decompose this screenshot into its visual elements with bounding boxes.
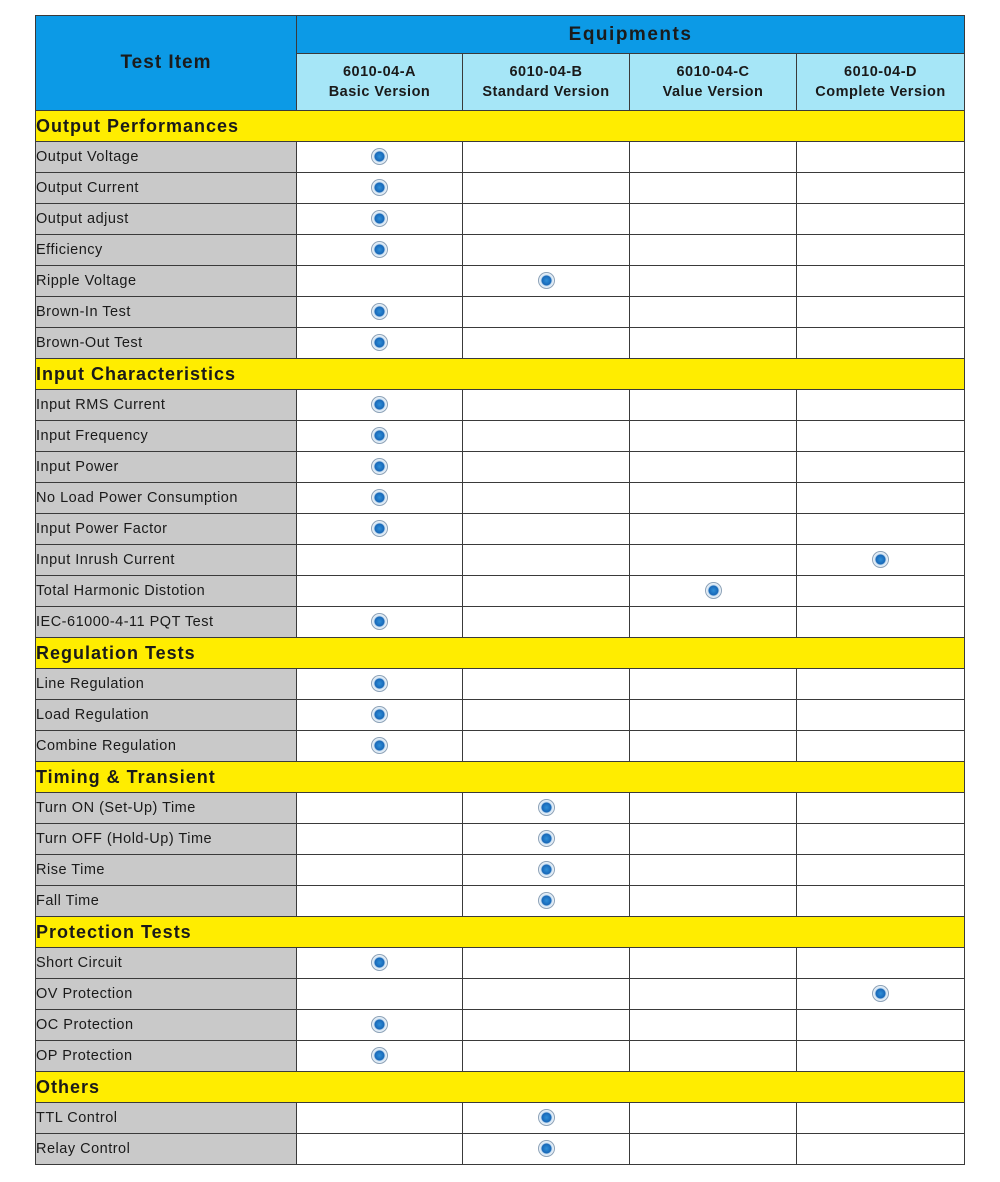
table-row [36, 390, 965, 421]
test-item-label: Efficiency [36, 235, 297, 266]
mark-cell [297, 328, 463, 359]
mark-cell [630, 979, 797, 1010]
mark-cell [463, 452, 630, 483]
mark-cell [797, 545, 965, 576]
mark-cell [797, 1010, 965, 1041]
mark-cell [630, 886, 797, 917]
mark-cell [463, 1010, 630, 1041]
mark-cell [630, 235, 797, 266]
test-item-label: Input Frequency [36, 421, 297, 452]
mark-cell [630, 855, 797, 886]
mark-cell [297, 1134, 463, 1165]
blue-dot-icon [371, 210, 388, 227]
mark-cell [630, 328, 797, 359]
mark-cell [797, 142, 965, 173]
mark-cell [797, 421, 965, 452]
mark-cell [463, 328, 630, 359]
mark-cell [463, 824, 630, 855]
mark-cell [297, 483, 463, 514]
mark-cell [797, 390, 965, 421]
blue-dot-icon [371, 458, 388, 475]
mark-cell [297, 1041, 463, 1072]
mark-cell [797, 297, 965, 328]
version-code: 6010-04-A [342, 64, 416, 80]
test-item-label: OP Protection [36, 1041, 297, 1072]
blue-dot-icon [705, 582, 722, 599]
table-row [36, 1103, 965, 1134]
table-row [36, 452, 965, 483]
mark-cell [797, 855, 965, 886]
version-name: Value Version [662, 84, 764, 100]
table-row [36, 607, 965, 638]
table-row [36, 948, 965, 979]
mark-cell [630, 576, 797, 607]
blue-dot-icon [538, 1140, 555, 1157]
mark-cell [463, 266, 630, 297]
mark-cell [297, 452, 463, 483]
mark-cell [797, 948, 965, 979]
blue-dot-icon [371, 396, 388, 413]
section-title: Protection Tests [36, 917, 965, 948]
mark-cell [797, 700, 965, 731]
test-item-label: Relay Control [36, 1134, 297, 1165]
blue-dot-icon [538, 1109, 555, 1126]
section-row [36, 1072, 965, 1103]
mark-cell [630, 1103, 797, 1134]
blue-dot-icon [371, 334, 388, 351]
test-item-label: Load Regulation [36, 700, 297, 731]
mark-cell [797, 669, 965, 700]
mark-cell [630, 607, 797, 638]
blue-dot-icon [371, 489, 388, 506]
test-item-label: Turn ON (Set-Up) Time [36, 793, 297, 824]
table-row [36, 824, 965, 855]
blue-dot-icon [538, 272, 555, 289]
mark-cell [463, 142, 630, 173]
mark-cell [297, 948, 463, 979]
section-row [36, 111, 965, 142]
mark-cell [630, 514, 797, 545]
mark-cell [463, 1041, 630, 1072]
version-code: 6010-04-D [844, 64, 918, 80]
mark-cell [297, 421, 463, 452]
mark-cell [630, 700, 797, 731]
mark-cell [797, 731, 965, 762]
mark-cell [463, 297, 630, 328]
mark-cell [797, 483, 965, 514]
mark-cell [463, 173, 630, 204]
table-row [36, 700, 965, 731]
test-item-header: Test Item [36, 16, 297, 111]
blue-dot-icon [872, 985, 889, 1002]
section-row [36, 359, 965, 390]
section-row [36, 917, 965, 948]
blue-dot-icon [371, 148, 388, 165]
blue-dot-icon [371, 1016, 388, 1033]
mark-cell [630, 266, 797, 297]
mark-cell [463, 793, 630, 824]
mark-cell [463, 948, 630, 979]
test-item-label: Input Power Factor [36, 514, 297, 545]
mark-cell [797, 1041, 965, 1072]
mark-cell [463, 1134, 630, 1165]
table-row [36, 514, 965, 545]
mark-cell [297, 297, 463, 328]
table-row [36, 886, 965, 917]
section-row [36, 762, 965, 793]
table-row [36, 173, 965, 204]
mark-cell [297, 793, 463, 824]
test-item-label: Output Current [36, 173, 297, 204]
mark-cell [297, 979, 463, 1010]
mark-cell [630, 483, 797, 514]
section-row [36, 638, 965, 669]
mark-cell [797, 824, 965, 855]
mark-cell [297, 235, 463, 266]
mark-cell [797, 266, 965, 297]
mark-cell [463, 204, 630, 235]
mark-cell [630, 204, 797, 235]
mark-cell [630, 390, 797, 421]
mark-cell [797, 328, 965, 359]
version-header-d [797, 54, 965, 111]
mark-cell [630, 1134, 797, 1165]
mark-cell [630, 142, 797, 173]
test-item-label: Brown-Out Test [36, 328, 297, 359]
test-item-label: Brown-In Test [36, 297, 297, 328]
mark-cell [463, 545, 630, 576]
test-item-label: No Load Power Consumption [36, 483, 297, 514]
table-row [36, 793, 965, 824]
mark-cell [630, 669, 797, 700]
blue-dot-icon [538, 799, 555, 816]
mark-cell [797, 979, 965, 1010]
mark-cell [797, 173, 965, 204]
mark-cell [297, 824, 463, 855]
table-row [36, 576, 965, 607]
mark-cell [630, 1041, 797, 1072]
mark-cell [297, 700, 463, 731]
mark-cell [297, 731, 463, 762]
mark-cell [463, 576, 630, 607]
test-item-label: Input Inrush Current [36, 545, 297, 576]
test-item-equipment-table [35, 15, 965, 1165]
table-row [36, 731, 965, 762]
blue-dot-icon [371, 303, 388, 320]
blue-dot-icon [538, 861, 555, 878]
mark-cell [297, 1103, 463, 1134]
blue-dot-icon [538, 892, 555, 909]
mark-cell [797, 514, 965, 545]
blue-dot-icon [872, 551, 889, 568]
blue-dot-icon [371, 520, 388, 537]
mark-cell [297, 173, 463, 204]
blue-dot-icon [371, 241, 388, 258]
blue-dot-icon [371, 737, 388, 754]
mark-cell [297, 390, 463, 421]
test-item-label: Short Circuit [36, 948, 297, 979]
mark-cell [630, 452, 797, 483]
test-item-label: OV Protection [36, 979, 297, 1010]
test-item-label: Fall Time [36, 886, 297, 917]
mark-cell [463, 700, 630, 731]
table-row [36, 483, 965, 514]
blue-dot-icon [371, 675, 388, 692]
table-row [36, 1010, 965, 1041]
table-row [36, 204, 965, 235]
mark-cell [463, 731, 630, 762]
mark-cell [297, 142, 463, 173]
mark-cell [630, 173, 797, 204]
section-title: Input Characteristics [36, 359, 965, 390]
mark-cell [297, 266, 463, 297]
mark-cell [297, 1010, 463, 1041]
test-item-label: OC Protection [36, 1010, 297, 1041]
blue-dot-icon [538, 830, 555, 847]
blue-dot-icon [371, 613, 388, 630]
mark-cell [463, 607, 630, 638]
mark-cell [797, 452, 965, 483]
mark-cell [297, 576, 463, 607]
blue-dot-icon [371, 954, 388, 971]
mark-cell [797, 793, 965, 824]
mark-cell [630, 948, 797, 979]
test-item-label: Combine Regulation [36, 731, 297, 762]
mark-cell [630, 1010, 797, 1041]
test-item-label: Output Voltage [36, 142, 297, 173]
table-row [36, 142, 965, 173]
mark-cell [463, 421, 630, 452]
blue-dot-icon [371, 179, 388, 196]
mark-cell [297, 607, 463, 638]
version-code: 6010-04-B [509, 64, 583, 80]
mark-cell [797, 607, 965, 638]
section-title: Regulation Tests [36, 638, 965, 669]
table-row [36, 421, 965, 452]
blue-dot-icon [371, 706, 388, 723]
mark-cell [463, 886, 630, 917]
mark-cell [630, 824, 797, 855]
mark-cell [297, 204, 463, 235]
table-row [36, 855, 965, 886]
mark-cell [297, 669, 463, 700]
section-title: Others [36, 1072, 965, 1103]
table-row [36, 297, 965, 328]
test-item-label: TTL Control [36, 1103, 297, 1134]
mark-cell [463, 855, 630, 886]
table-row [36, 235, 965, 266]
mark-cell [630, 421, 797, 452]
table-row [36, 545, 965, 576]
version-code: 6010-04-C [676, 64, 750, 80]
mark-cell [297, 514, 463, 545]
mark-cell [463, 514, 630, 545]
mark-cell [463, 1103, 630, 1134]
test-item-label: Output adjust [36, 204, 297, 235]
mark-cell [630, 793, 797, 824]
mark-cell [797, 1103, 965, 1134]
mark-cell [297, 855, 463, 886]
blue-dot-icon [371, 1047, 388, 1064]
section-title: Timing & Transient [36, 762, 965, 793]
version-name: Complete Version [815, 84, 946, 100]
version-header-b [463, 54, 630, 111]
blue-dot-icon [371, 427, 388, 444]
test-item-label: Input Power [36, 452, 297, 483]
test-item-label: Total Harmonic Distotion [36, 576, 297, 607]
test-item-label: IEC-61000-4-11 PQT Test [36, 607, 297, 638]
version-name: Basic Version [328, 84, 431, 100]
test-item-label: Rise Time [36, 855, 297, 886]
mark-cell [797, 204, 965, 235]
mark-cell [463, 979, 630, 1010]
equipments-header: Equipments [297, 16, 965, 54]
test-item-label: Ripple Voltage [36, 266, 297, 297]
mark-cell [463, 483, 630, 514]
mark-cell [463, 235, 630, 266]
mark-cell [797, 235, 965, 266]
test-item-label: Input RMS Current [36, 390, 297, 421]
table-row [36, 669, 965, 700]
table-row [36, 266, 965, 297]
table-row [36, 328, 965, 359]
table-row [36, 1134, 965, 1165]
mark-cell [630, 731, 797, 762]
version-header-a [297, 54, 463, 111]
version-header-c [630, 54, 797, 111]
mark-cell [297, 886, 463, 917]
mark-cell [797, 886, 965, 917]
test-item-label: Line Regulation [36, 669, 297, 700]
section-title: Output Performances [36, 111, 965, 142]
mark-cell [630, 297, 797, 328]
mark-cell [797, 1134, 965, 1165]
table-row [36, 1041, 965, 1072]
mark-cell [463, 669, 630, 700]
mark-cell [797, 576, 965, 607]
mark-cell [630, 545, 797, 576]
test-item-label: Turn OFF (Hold-Up) Time [36, 824, 297, 855]
table-row [36, 979, 965, 1010]
mark-cell [463, 390, 630, 421]
mark-cell [297, 545, 463, 576]
version-name: Standard Version [482, 84, 610, 100]
